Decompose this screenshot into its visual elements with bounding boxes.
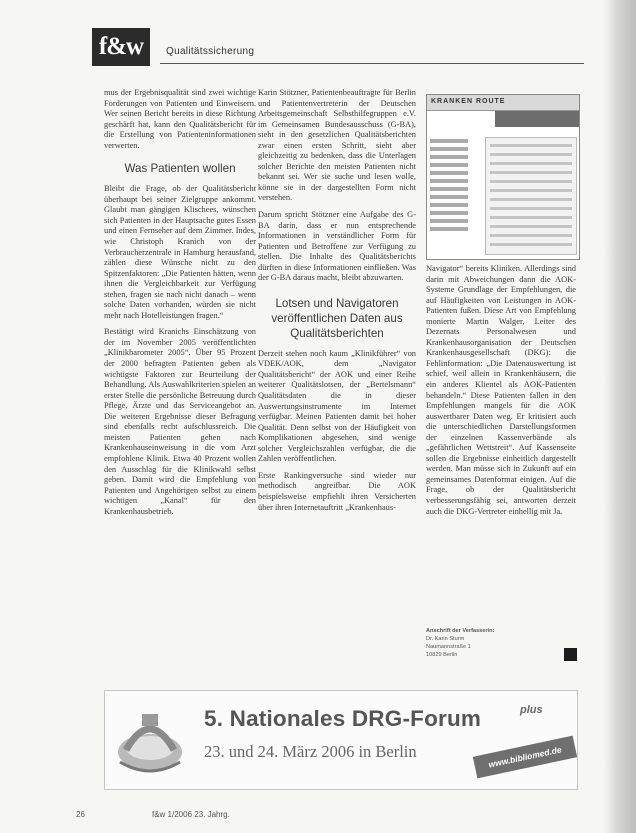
address-title: Anschrift der Verfasserin:: [426, 628, 495, 634]
paragraph: mus der Ergebnisqualität sind zwei wichtige Forderungen von Patienten und Einweisern. Wer seinen Bericht bereits in diese Richtung geschärft hat, kann den Qualitätsbericht für die Erstellung von Patienteninformationen verwerten.: [104, 88, 256, 150]
paragraph: Darum spricht Stötzner eine Aufgabe des G-BA darin, dass er nun entsprechende Informationen in verständlicher Form für Patienten und Betroffene zur Verfügung zu stellen. Die Inhalte des Qualitätsberichts dürften in diese Informationen einfließen. Was der G-BA daraus macht, bleibt abzuwarten.: [258, 210, 416, 283]
paragraph: Bestätigt wird Kranichs Einschätzung von der im November 2005 veröffentlichten „Klinikbarometer 2005“. Über 95 Prozent der 2000 befragten Patienten geben als wichtigste Faktoren zur Beurteilung der Behandlung. Als Auswahlkriterien spielen an erster Stelle die persönliche Betreuung durch Pflege, Ärzte und das Serviceangebot an. Die weiteren Ergebnisse dieser Befragung sind ebenfalls recht aufschlussreich. Die meisten Patienten gehen nach Krankenhauseinweisung in die vom Arzt empfohlene Klinik. Etwa 40 Prozent wollen den Ausschlag für die Klinikwahl selbst geben. Damit wird die Empfehlung von Patienten und Angehörigen selbst zu einem wichtigen „Kanal“ für den Krankenhausbetrieb.: [104, 327, 256, 516]
website-brand: KRANKEN ROUTE: [431, 98, 506, 105]
paragraph: Karin Stötzner, Patientenbeauftragte für Berlin und Patientenvertreterin der Deutschen Arbeitsgemeinschaft Selbsthilfegruppen e.V. im Gemeinsamen Bundesausschuss (G-BA), sieht in den gesetzlichen Qualitätsberichten zwar einen ersten Schritt, sieht aber gleichzeitig zu bedenken, dass die Unterlagen solcher Berichte den meisten Patienten nicht bekannt sei. Wer sie suche und lesen wolle, könne sie in der dargestellten Form nicht verstehen.: [258, 88, 416, 203]
author-address: [426, 627, 576, 659]
address-line: Naumannstraße 1: [426, 644, 471, 650]
website-sidebar: [430, 135, 478, 255]
section-heading: Lotsen und Navigatoren veröffentlichen Daten aus Qualitätsberichten: [271, 296, 403, 340]
journal-issue: f&w 1/2006 23. Jahrg.: [152, 810, 230, 819]
ad-plus-label: plus: [520, 704, 543, 716]
header-rule: [160, 63, 584, 64]
paragraph: Navigator“ bereits Kliniken. Allerdings sind darin mit Abweichungen dann die AOK-Systeme Grundlage der Empfehlungen, die auf Häufigkeiten von Leistungen in AOK-Patienten fußen. Diese Art von Empfehlung monierte Martin Walger, Leiter des Dezernats Personalwesen und Krankenhausorganisation der Deutschen Krankenhausgesellschaft (DKG): die Fehlinformation: „Die Datenauswertung ist schief, weil allein in Krankenhäusern, die ein anderes Klientel als AOK-Patienten behandeln.“ Diese Patienten fallen in den Empfehlungen mangels für die AOK auswertbarer Daten weg. Er kritisiert auch die unterschiedlichen Darstellungsformen der einzelnen Kassenverbände als „gefährlichen Wettstreit“. Auf Kassenseite sollen die Ergebnisse einheitlich dargestellt werden. Man müsse sich in Zukunft auf ein gemeinsames Datenformat einigen. Auf die Frage, ob der Qualitätsbericht verbesserungsfähig sei, antworten derzeit auch die DKG-Vertreter einhellig mit Ja.: [426, 264, 576, 516]
ad-date: 23. und 24. März 2006 in Berlin: [204, 742, 417, 761]
paragraph: Derzeit stehen noch kaum „Klinikführer“ von VDEK/AOK, dem „Navigator Qualitätsbericht“ der AOK und einer Reihe weiterer Qualitätslotsen, der „Bertelsmann“ Qualitätsdaten die in dieser Auswertungsinstrumente im Internet verfügbar. Meinen Patienten damit bei hoher Qualität. Denn selbst von der Häufigkeit von Komplikationen abgesehen, sind wenige solcher Vergleichszahlen verfügbar, die die Zahlen veröffentlichen.: [258, 348, 416, 464]
website-screenshot: [426, 94, 580, 260]
column-3: [426, 264, 576, 517]
section-title: Qualitätssicherung: [166, 46, 255, 57]
ad-url[interactable]: www.bibliomed.de: [473, 736, 577, 779]
address-line: Dr. Karin Sturm: [426, 636, 465, 642]
drg-forum-logo-icon: [112, 700, 188, 780]
website-content: [485, 137, 577, 255]
column-1: [104, 88, 256, 517]
website-banner-image: [495, 111, 579, 127]
section-heading: Was Patienten wollen: [124, 162, 236, 176]
paragraph: Bleibt die Frage, ob der Qualitätsbericht überhaupt bei seiner Zielgruppe ankommt. Glaubt man gängigen Klischees, wünschen sich Patienten in der Hauptsache gutes Essen und einen Fernseher auf dem Zimmer. Indes, wie Christoph Kranich von der Verbraucherzentrale in Hamburg herausfand, zählen diese Wünsche nicht zu den Spitzenfaktoren: „Die Patienten hätten, wenn ihnen die Vergleichbarkeit zur Verfügung stehen, fragen sie nach nicht danach – wenn solche Daten vorhanden, würden sie nicht mehr nach Hotelleistungen fragen.“: [104, 184, 256, 320]
ad-title: 5. Nationales DRG-Forum: [204, 706, 482, 731]
page-number: 26: [76, 810, 85, 819]
journal-logo: f&w: [92, 28, 150, 66]
scan-edge-shadow: [604, 0, 636, 833]
column-2: [258, 88, 416, 513]
address-line: 10829 Berlin: [426, 652, 458, 658]
end-mark-icon: [564, 648, 577, 661]
paragraph: Erste Rankingversuche sind wieder nur methodisch angreifbar. Die AOK beispielsweise empfiehlt ihren Versicherten über ihren Internetauftritt „Krankenhaus-: [258, 470, 416, 512]
